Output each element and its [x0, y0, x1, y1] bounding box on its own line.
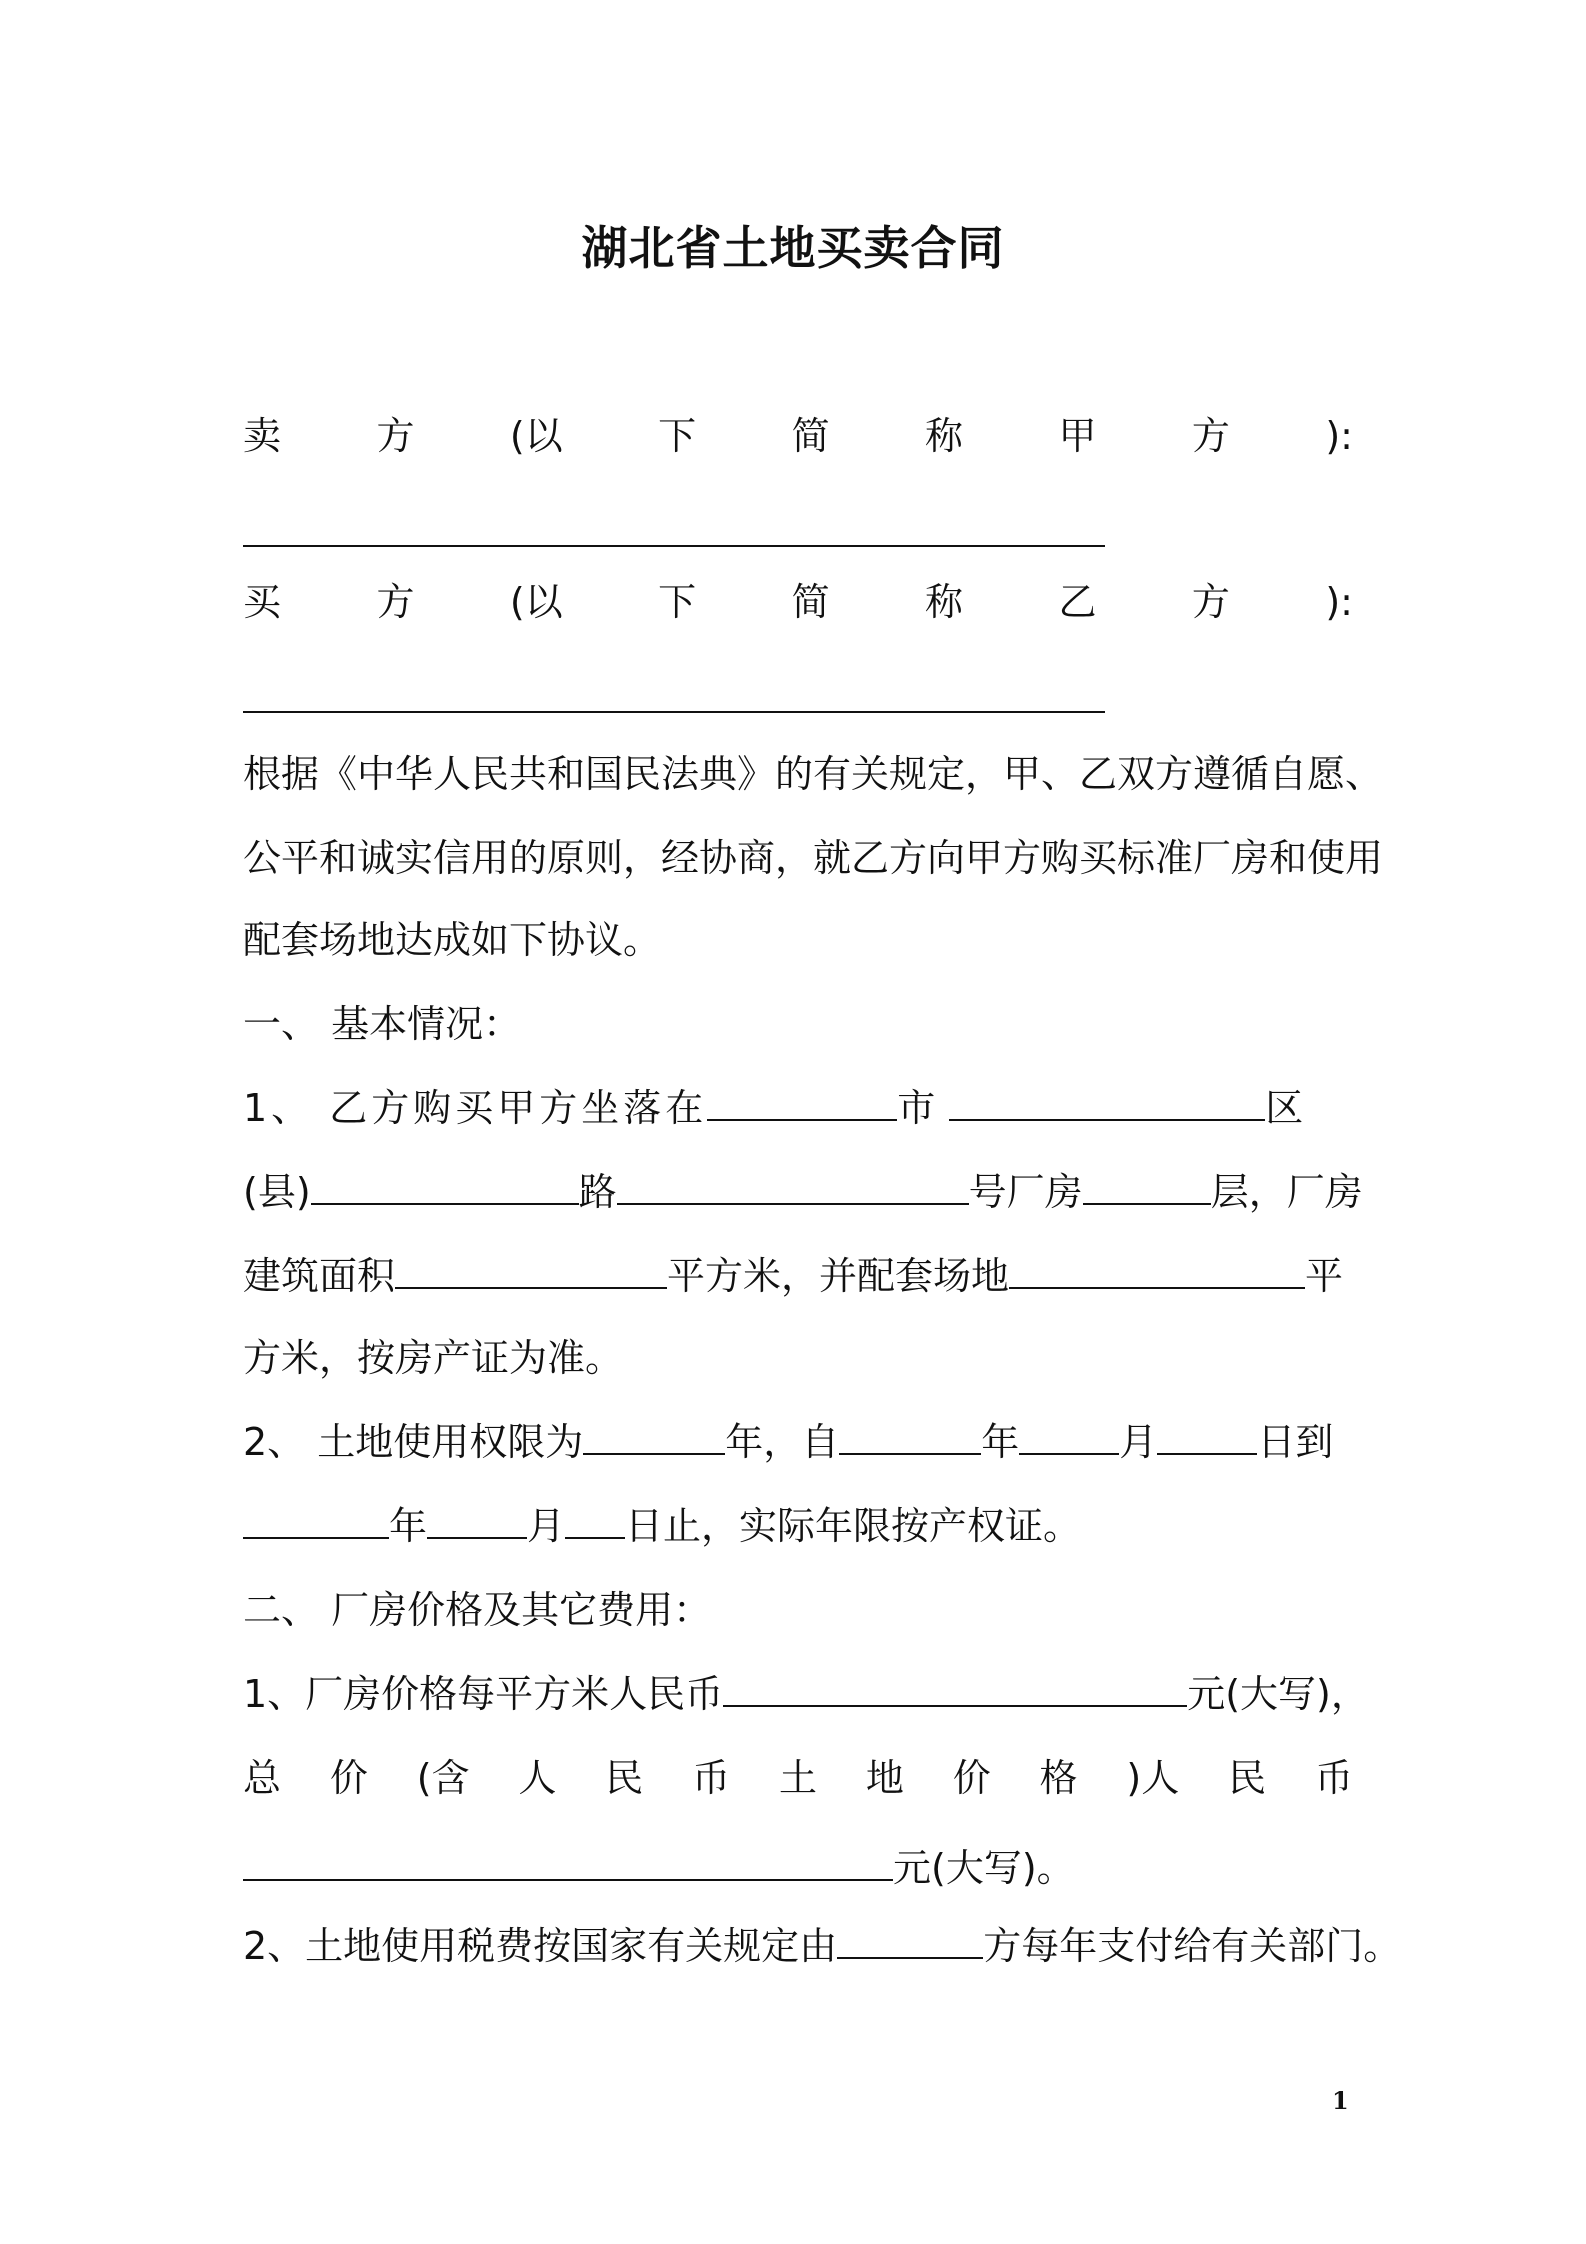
total-price-label-char: 价	[329, 1756, 368, 1800]
seller-label-char: (以	[509, 414, 563, 458]
start-year-blank	[839, 1419, 981, 1455]
total-price-label-char: 币	[692, 1756, 731, 1800]
buyer-label-char: (以	[509, 580, 563, 624]
total-price-label-char: 民	[1228, 1756, 1267, 1800]
intro-line-2: 公平和诚实信用的原则，经协商，就乙方向甲方购买标准厂房和使用	[243, 836, 1384, 880]
text: 月	[1119, 1420, 1158, 1464]
total-price-label-char: 人	[518, 1756, 557, 1800]
site-area-blank	[1009, 1253, 1305, 1289]
text: 路	[578, 1170, 617, 1214]
seller-name-blank	[243, 545, 1105, 547]
area-blank	[395, 1253, 667, 1289]
total-price-label-char: 价	[952, 1756, 991, 1800]
start-day-blank	[1157, 1419, 1257, 1455]
seller-label-char: 方	[1191, 414, 1230, 458]
total-price-label-char: 土	[778, 1756, 817, 1800]
text: (县)	[243, 1170, 311, 1214]
road-blank	[617, 1169, 969, 1205]
seller-label	[243, 408, 1353, 464]
end-month-blank	[427, 1503, 527, 1539]
section-2-line-3	[243, 1840, 1353, 1896]
total-price-label	[243, 1750, 1353, 1806]
buyer-name-blank	[243, 711, 1105, 713]
seller-label-char: 卖	[243, 414, 282, 458]
text: 号厂房	[968, 1170, 1083, 1214]
section-2-total-price-line	[243, 1750, 1353, 1806]
buyer-label-char: 简	[791, 580, 830, 624]
buyer-line	[243, 574, 1353, 630]
floor-blank	[1083, 1169, 1211, 1205]
section-1-heading: 一、 基本情况：	[243, 1002, 522, 1046]
unit-price-blank	[723, 1671, 1187, 1707]
text: 区	[1265, 1086, 1304, 1130]
text: 市	[897, 1086, 936, 1130]
seller-line	[243, 408, 1353, 464]
total-price-label-char: 总	[243, 1756, 282, 1800]
intro-line-3: 配套场地达成如下协议。	[243, 918, 662, 962]
text: 建筑面积	[243, 1254, 396, 1298]
total-price-label-char: 地	[865, 1756, 904, 1800]
text: 2、 土地使用权限为	[243, 1420, 584, 1464]
section-1-line-2	[243, 1164, 1363, 1220]
text: 年，自	[725, 1420, 840, 1464]
text: 2、土地使用税费按国家有关规定由	[243, 1924, 838, 1968]
text: 元(大写)。	[893, 1846, 1075, 1890]
text: 年	[981, 1420, 1020, 1464]
text: 1、厂房价格每平方米人民币	[243, 1672, 724, 1716]
seller-label-char: ):	[1325, 414, 1353, 458]
seller-label-char: 甲	[1058, 414, 1097, 458]
buyer-label-char: 买	[243, 580, 282, 624]
section-1-line-4: 方米，按房产证为准。	[243, 1336, 624, 1380]
seller-label-char: 称	[925, 414, 964, 458]
tax-payer-blank	[837, 1923, 983, 1959]
text: 月	[527, 1504, 566, 1548]
section-1-item-1	[243, 1080, 1353, 1136]
section-1-line-6	[243, 1498, 1353, 1554]
end-year-blank	[243, 1503, 389, 1539]
text: 平	[1305, 1254, 1344, 1298]
section-2-heading: 二、 厂房价格及其它费用：	[243, 1588, 712, 1632]
contract-title: 湖北省土地买卖合同	[581, 221, 1005, 275]
county-blank	[311, 1169, 579, 1205]
section-1-item-2	[243, 1414, 1353, 1470]
buyer-label	[243, 574, 1353, 630]
buyer-label-char: 下	[658, 580, 697, 624]
seller-label-char: 方	[376, 414, 415, 458]
start-month-blank	[1019, 1419, 1119, 1455]
years-blank	[583, 1419, 725, 1455]
text: 年	[389, 1504, 428, 1548]
total-price-label-char: )人	[1126, 1756, 1180, 1800]
text: 层，厂房	[1210, 1170, 1363, 1214]
text: 日止，实际年限按产权证。	[625, 1504, 1082, 1548]
seller-label-char: 下	[658, 414, 697, 458]
total-price-label-char: 格	[1039, 1756, 1078, 1800]
end-day-blank	[565, 1503, 625, 1539]
buyer-label-char: ):	[1325, 580, 1353, 624]
text: 方每年支付给有关部门。	[983, 1924, 1402, 1968]
section-2-item-1	[243, 1666, 1369, 1722]
section-1-line-3	[243, 1248, 1353, 1304]
page-number: 1	[1332, 2086, 1349, 2115]
total-price-label-char: 民	[605, 1756, 644, 1800]
text: 1、 乙方购买甲方坐落在	[243, 1086, 708, 1130]
buyer-label-char: 方	[1191, 580, 1230, 624]
seller-label-char: 简	[791, 414, 830, 458]
intro-line-1: 根据《中华人民共和国民法典》的有关规定，甲、乙双方遵循自愿、	[243, 752, 1384, 796]
buyer-label-char: 称	[925, 580, 964, 624]
text: 日到	[1257, 1420, 1334, 1464]
district-blank	[949, 1085, 1265, 1121]
total-price-label-char: 币	[1314, 1756, 1353, 1800]
buyer-label-char: 乙	[1058, 580, 1097, 624]
text: 元(大写)，	[1187, 1672, 1369, 1716]
total-price-label-char: (含	[416, 1756, 470, 1800]
city-blank	[707, 1085, 897, 1121]
buyer-label-char: 方	[376, 580, 415, 624]
total-price-blank	[243, 1845, 893, 1881]
section-2-item-2	[243, 1918, 1402, 1974]
text: 平方米，并配套场地	[667, 1254, 1010, 1298]
